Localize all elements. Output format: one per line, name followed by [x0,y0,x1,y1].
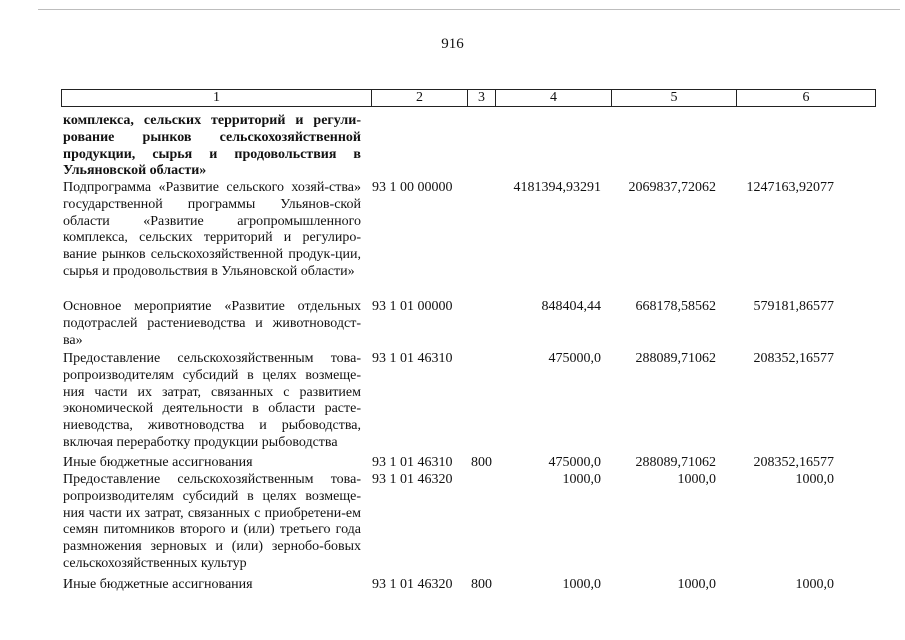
header-col-5: 5 [612,90,737,106]
row-code: 93 1 01 46320 [372,577,453,592]
row-value-6: 208352,16577 [753,455,834,470]
row-name: Подпрограмма «Развитие сельского хозяй-ства» государственной программы Ульянов-ской области «Развитие агропромышленного комплекса, сельских территорий и регулиро-вание рынков сельскохозяйственной продук-ции, сырья и продовольствия в Ульяновской области» [63,180,361,279]
row-value-6: 1000,0 [795,577,834,592]
row-value-5: 1000,0 [677,472,716,487]
row-value-6: 579181,86577 [753,299,834,314]
row-value-4: 848404,44 [541,299,601,314]
table-header [61,89,876,107]
header-col-1: 1 [62,90,372,106]
row-value-6: 208352,16577 [753,351,834,366]
row-value-4: 1000,0 [562,472,601,487]
header-col-3: 3 [468,90,496,106]
row-name: Предоставление сельскохозяйственным това-ропроизводителям субсидий в целях возмеще-ния части их затрат, связанных с приобретени-ем семян питомников второго и (или) третьего года размножения зерновых и (или) зернобо-бовых сельскохозяйственных культур [63,472,361,571]
page-number: 916 [441,36,464,52]
row-code: 93 1 01 00000 [372,299,453,314]
row-name: Иные бюджетные ассигнования [63,455,253,470]
row-name: Иные бюджетные ассигнования [63,577,253,592]
row-value-4: 475000,0 [548,351,601,366]
row-name: Предоставление сельскохозяйственным това-ропроизводителям субсидий в целях возмеще-ния части их затрат, связанных с развитием экономической деятельности в области расте-ниеводства, животноводства и рыбоводства, включая переработку продукции рыбоводства [63,351,361,450]
header-col-2: 2 [372,90,468,106]
row-value-5: 668178,58562 [635,299,716,314]
row-value-5: 288089,71062 [635,455,716,470]
header-col-6: 6 [802,90,810,105]
row-value-4: 475000,0 [548,455,601,470]
row-value-6: 1247163,92077 [746,180,834,195]
row-kind: 800 [471,455,492,470]
row-value-5: 2069837,72062 [628,180,716,195]
row-value-6: 1000,0 [795,472,834,487]
row-value-4: 1000,0 [562,577,601,592]
row-code: 93 1 01 46310 [372,455,453,470]
row-code: 93 1 01 46320 [372,472,453,487]
row-code: 93 1 00 00000 [372,180,453,195]
row-value-5: 1000,0 [677,577,716,592]
row-code: 93 1 01 46310 [372,351,453,366]
continuation-text: комплекса, сельских территорий и регули-рование рынков сельскохозяйственной продукции, сырья и продовольствия в Ульяновской области» [63,113,361,179]
row-value-4: 4181394,93291 [513,180,601,195]
row-kind: 800 [471,577,492,592]
row-name: Основное мероприятие «Развитие отдельных подотраслей растениеводства и животноводст-ва» [63,299,361,348]
row-value-5: 288089,71062 [635,351,716,366]
top-rule [38,9,900,10]
header-col-4: 4 [496,90,612,106]
